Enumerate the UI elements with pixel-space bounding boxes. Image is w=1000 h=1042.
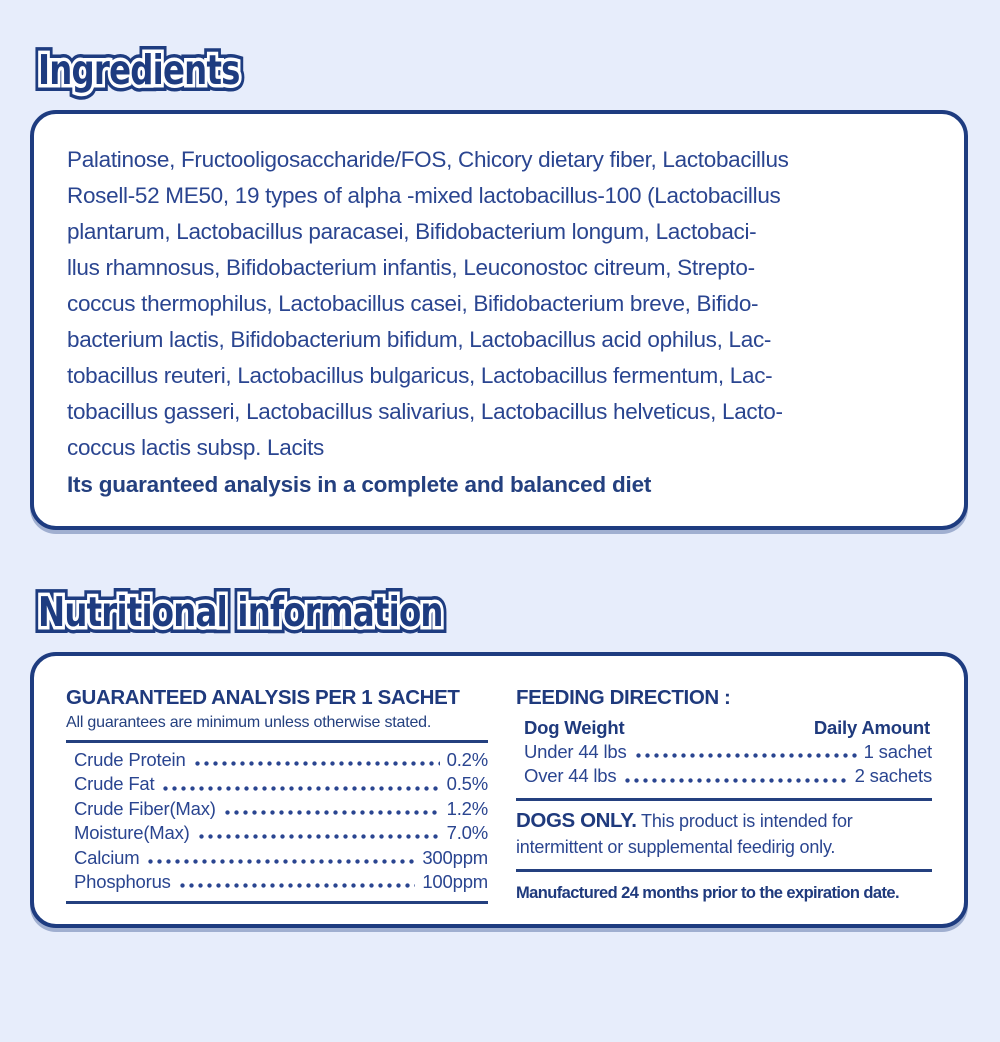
dog-weight-column-label: Dog Weight	[524, 717, 625, 738]
ingredients-text-line: coccus lactis subsp. Lacits	[67, 435, 325, 460]
ingredients-text-line: llus rhamnosus, Bifidobacterium infantis, Leuconostoc citreum, Strepto-	[67, 255, 755, 280]
manufactured-notice: Manufactured 24 months prior to the expiration date.	[516, 882, 899, 902]
ingredients-guarantee-statement: Its guaranteed analysis in a complete and balanced diet	[67, 472, 652, 497]
guaranteed-analysis-subheading: All guarantees are minimum unless otherwise stated.	[66, 714, 432, 731]
guaranteed-analysis-heading: GUARANTEED ANALYSIS PER 1 SACHET	[66, 686, 460, 709]
feeding-row-label: Under 44 lbs	[524, 741, 627, 762]
dotted-leader	[199, 834, 440, 839]
ingredients-text-line: Rosell-52 ME50, 19 types of alpha -mixed lactobacillus-100 (Lactobacillus	[67, 183, 781, 208]
analysis-row	[66, 821, 488, 845]
dotted-leader	[625, 778, 847, 783]
analysis-row-label: Calcium	[74, 846, 140, 868]
nutrition-card	[30, 652, 968, 928]
dogs-only-notice	[516, 808, 932, 860]
dogs-only-label: DOGS ONLY.	[516, 808, 637, 832]
analysis-row-value: 1.2%	[446, 797, 488, 819]
analysis-row	[66, 748, 488, 772]
ingredients-text-line: tobacillus gasseri, Lactobacillus salivarius, Lactobacillus helveticus, Lacto-	[67, 399, 783, 424]
feeding-row-label: Over 44 lbs	[524, 765, 617, 787]
dotted-leader	[195, 761, 440, 766]
feeding-direction-heading: FEEDING DIRECTION :	[516, 686, 731, 709]
feeding-row-value: 2 sachets	[854, 765, 932, 787]
nutrition-section-header	[38, 584, 1000, 642]
daily-amount-column-label: Daily Amount	[813, 717, 930, 738]
divider	[516, 869, 932, 872]
dotted-leader	[148, 859, 415, 864]
analysis-row	[66, 846, 488, 870]
analysis-row-label: Crude Fiber(Max)	[74, 797, 216, 819]
dotted-leader	[163, 786, 439, 791]
dotted-leader	[636, 753, 857, 758]
feeding-table-header	[516, 716, 932, 740]
analysis-row-value: 300ppm	[422, 846, 488, 868]
analysis-row-value: 0.2%	[446, 749, 488, 770]
feeding-direction-panel	[516, 686, 932, 909]
analysis-row	[66, 870, 488, 894]
divider	[66, 740, 488, 743]
ingredients-text-line: Palatinose, Fructooligosaccharide/FOS, Chicory dietary fiber, Lactobacillus	[67, 147, 789, 172]
ingredients-card	[30, 110, 968, 530]
guaranteed-analysis-panel	[66, 686, 488, 909]
analysis-row-value: 0.5%	[446, 773, 488, 795]
feeding-row-value: 1 sachet	[863, 741, 932, 762]
ingredients-text-line: coccus thermophilus, Lactobacillus casei, Bifidobacterium breve, Bifido-	[67, 291, 759, 316]
divider	[516, 798, 932, 801]
ingredients-text-line: tobacillus reuteri, Lactobacillus bulgaricus, Lactobacillus fermentum, Lac-	[67, 363, 773, 388]
ingredients-text-line: plantarum, Lactobacillus paracasei, Bifidobacterium longum, Lactobaci-	[67, 219, 757, 244]
analysis-row	[66, 797, 488, 821]
feeding-row	[516, 764, 932, 788]
ingredients-section-header	[38, 42, 1000, 100]
analysis-row-label: Crude Fat	[74, 773, 155, 795]
analysis-row-value: 100ppm	[422, 871, 488, 893]
page	[0, 42, 1000, 928]
divider	[66, 901, 488, 904]
ingredients-text-line: bacterium lactis, Bifidobacterium bifidum, Lactobacillus acid ophilus, Lac-	[67, 327, 772, 352]
analysis-row-label: Phosphorus	[74, 871, 171, 893]
dogs-only-text: This product is intended for intermittent or supplemental feedirig only.	[516, 810, 853, 857]
analysis-row-label: Crude Protein	[74, 749, 186, 770]
feeding-row	[516, 740, 932, 764]
dotted-leader	[180, 883, 416, 888]
ingredients-title: Ingredients Ingredients Ingredients	[38, 42, 240, 98]
nutrition-title: Nutritional information Nutritional information Nutritional information	[38, 584, 443, 640]
analysis-row	[66, 772, 488, 796]
dotted-leader	[225, 810, 440, 815]
analysis-row-value: 7.0%	[446, 822, 488, 844]
analysis-row-label: Moisture(Max)	[74, 822, 190, 844]
